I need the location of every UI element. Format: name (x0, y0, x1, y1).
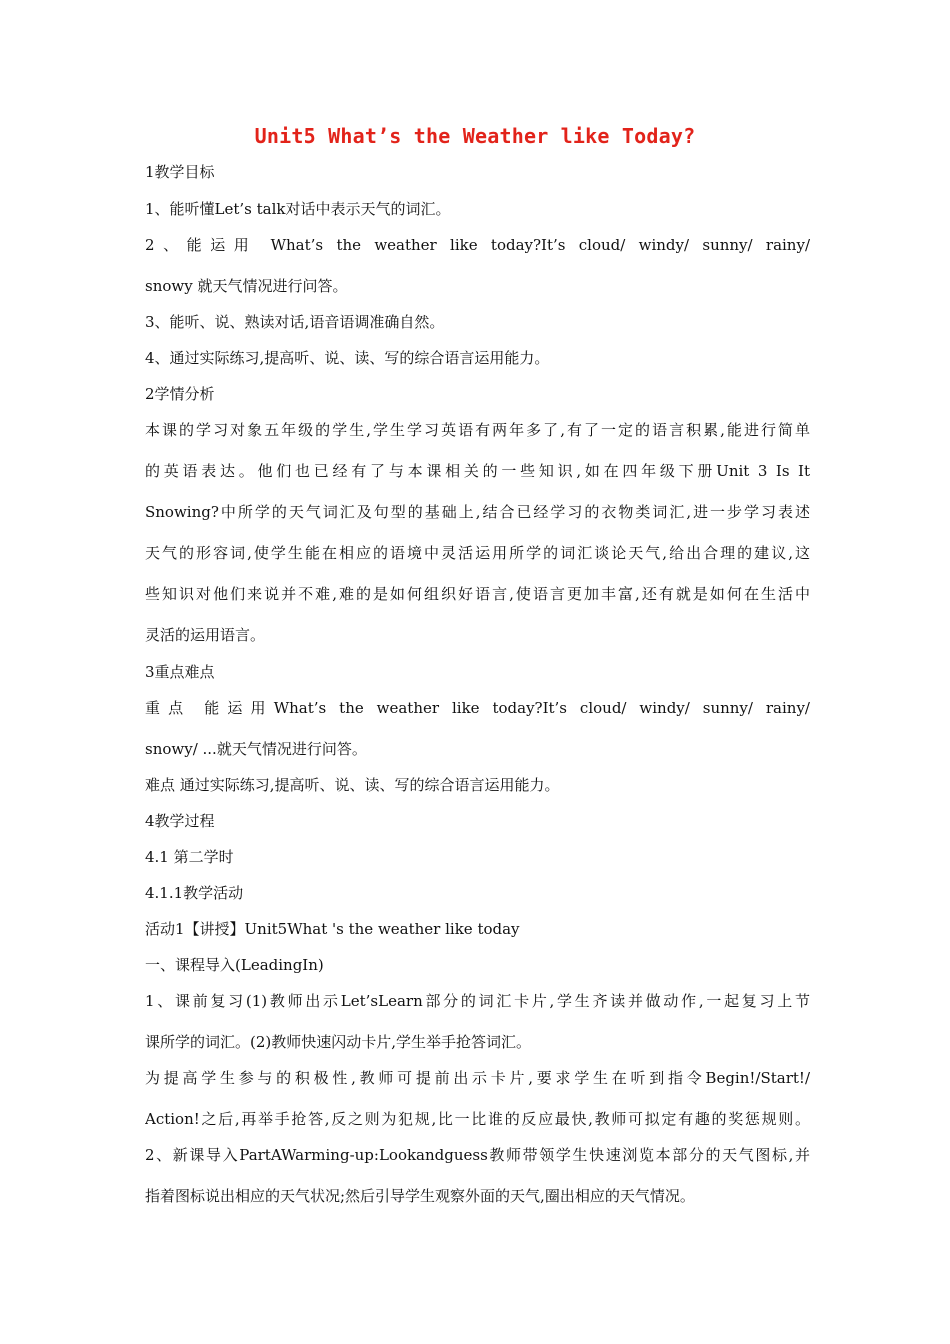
paragraph-line: 本课的学习对象五年级的学生,学生学习英语有两年多了,有了一定的语言积累,能进行简单 (145, 421, 810, 439)
paragraph-line: 4、通过实际练习,提高听、说、读、写的综合语言运用能力。 (145, 349, 550, 367)
activity-heading: 活动1【讲授】Unit5What 's the weather like today (145, 920, 520, 938)
document-title: Unit5 What’s the Weather like Today? (254, 124, 696, 148)
paragraph-line: 为提高学生参与的积极性,教师可提前出示卡片,要求学生在听到指令Begin!/Start!/ (145, 1069, 810, 1087)
paragraph-line: Action!之后,再举手抢答,反之则为犯规,比一比谁的反应最快,教师可拟定有趣的奖惩规则。 (145, 1110, 810, 1128)
paragraph-line: Snowing?中所学的天气词汇及句型的基础上,结合已经学习的衣物类词汇,进一步学习表述 (145, 503, 810, 521)
paragraph-line: 难点 通过实际练习,提高听、说、读、写的综合语言运用能力。 (145, 776, 560, 794)
paragraph-line: 2、能运用 What’s the weather like today?It’s cloud/ windy/ sunny/ rainy/ (145, 236, 810, 254)
paragraph-line: 的英语表达。他们也已经有了与本课相关的一些知识,如在四年级下册Unit 3 Is It (145, 462, 810, 480)
paragraph-line: 指着图标说出相应的天气状况;然后引导学生观察外面的天气,圈出相应的天气情况。 (145, 1187, 695, 1205)
paragraph-line: 些知识对他们来说并不难,难的是如何组织好语言,使语言更加丰富,还有就是如何在生活中 (145, 585, 810, 603)
paragraph-line: 课所学的词汇。(2)教师快速闪动卡片,学生举手抢答词汇。 (145, 1033, 532, 1051)
paragraph-line: 2、新课导入PartAWarming-up:Lookandguess教师带领学生快速浏览本部分的天气图标,并 (145, 1146, 810, 1164)
paragraph-line: 1、能听懂Let’s talk对话中表示天气的词汇。 (145, 200, 451, 218)
paragraph-line: 灵活的运用语言。 (145, 626, 266, 644)
paragraph-line: 3、能听、说、熟读对话,语音语调准确自然。 (145, 313, 445, 331)
paragraph-line: 重点 能运用What’s the weather like today?It’s cloud/ windy/ sunny/ rainy/ (145, 699, 810, 717)
paragraph-line: snowy/ ...就天气情况进行问答。 (145, 740, 367, 758)
paragraph-line: 1、课前复习(1)教师出示Let’sLearn部分的词汇卡片,学生齐读并做动作,一起复习上节 (145, 992, 810, 1010)
paragraph-line: snowy 就天气情况进行问答。 (145, 277, 348, 295)
subsection-heading: 4.1 第二学时 (145, 848, 234, 866)
section-heading-process: 4教学过程 (145, 812, 215, 830)
section-heading-objectives: 1教学目标 (145, 163, 215, 181)
section-heading-key-points: 3重点难点 (145, 663, 215, 681)
paragraph-line: 一、课程导入(LeadingIn) (145, 956, 324, 974)
subsection-heading: 4.1.1教学活动 (145, 884, 244, 902)
paragraph-line: 天气的形容词,使学生能在相应的语境中灵活运用所学的词汇谈论天气,给出合理的建议,这 (145, 544, 810, 562)
section-heading-analysis: 2学情分析 (145, 385, 215, 403)
